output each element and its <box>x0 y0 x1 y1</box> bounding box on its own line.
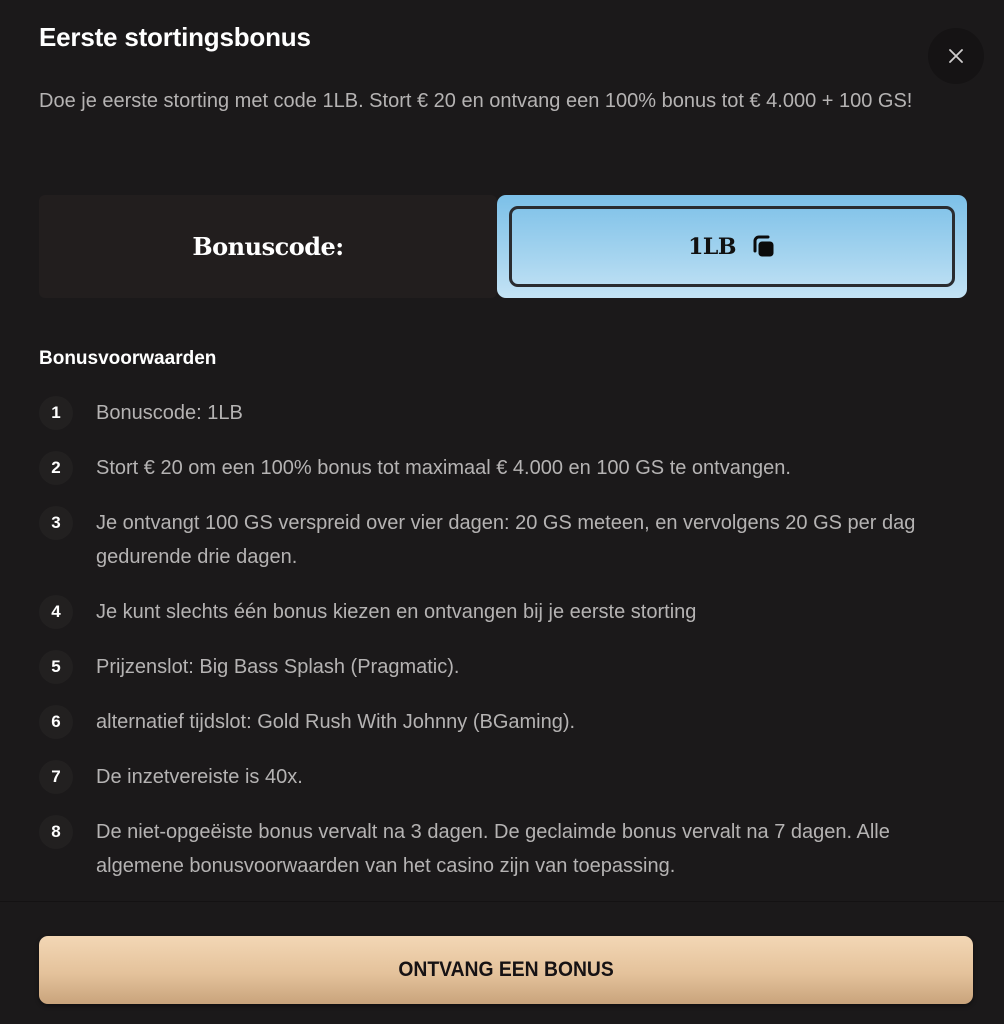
term-text: Je kunt slechts één bonus kiezen en ontvangen bij je eerste storting <box>96 601 697 623</box>
close-icon <box>949 49 963 63</box>
terms-list-item <box>39 705 969 739</box>
bonus-code-value-box <box>497 195 967 298</box>
copy-icon <box>750 234 776 260</box>
term-number-badge: 5 <box>39 650 73 684</box>
term-text: alternatief tijdslot: Gold Rush With Johnny (BGaming). <box>96 711 576 733</box>
terms-list-item <box>39 451 969 485</box>
term-number-badge: 8 <box>39 815 73 849</box>
modal-subtitle: Doe je eerste storting met code 1LB. Stort € 20 en ontvang een 100% bonus tot € 4.000 + 100 GS! <box>39 90 913 112</box>
term-text: Je ontvangt 100 GS verspreid over vier dagen: 20 GS meteen, en vervolgens 20 GS per dag gedurende drie dagen. <box>96 512 916 568</box>
terms-list-item <box>39 595 969 629</box>
term-number-badge: 6 <box>39 705 73 739</box>
footer-divider <box>0 901 1004 902</box>
terms-list <box>39 396 969 904</box>
term-text: Bonuscode: 1LB <box>96 402 243 424</box>
terms-title: Bonusvoorwaarden <box>39 348 217 369</box>
term-text: De niet-opgeëiste bonus vervalt na 3 dagen. De geclaimde bonus vervalt na 7 dagen. Alle algemene bonusvoorwaarden van het casino zijn van toepassing. <box>96 821 890 877</box>
terms-list-item <box>39 760 969 794</box>
bonus-code-row <box>39 195 967 298</box>
receive-bonus-label: ONTVANG EEN BONUS <box>398 958 614 981</box>
term-text: Stort € 20 om een 100% bonus tot maximaal € 4.000 en 100 GS te ontvangen. <box>96 457 791 479</box>
term-number-badge: 7 <box>39 760 73 794</box>
terms-list-item <box>39 815 969 883</box>
copy-code-button[interactable] <box>509 206 955 287</box>
term-number-badge: 1 <box>39 396 73 430</box>
bonus-code-label-box <box>39 195 497 298</box>
modal-title: Eerste stortingsbonus <box>39 22 311 52</box>
terms-list-item <box>39 650 969 684</box>
term-number-badge: 4 <box>39 595 73 629</box>
terms-list-item <box>39 506 969 574</box>
receive-bonus-button[interactable] <box>39 936 973 1004</box>
close-button[interactable] <box>928 28 984 84</box>
term-text: De inzetvereiste is 40x. <box>96 766 303 788</box>
bonus-code-value: 1LB <box>688 233 736 260</box>
term-text: Prijzenslot: Big Bass Splash (Pragmatic). <box>96 656 460 678</box>
terms-list-item <box>39 396 969 430</box>
term-number-badge: 2 <box>39 451 73 485</box>
bonus-code-label: Bonuscode: <box>192 232 344 261</box>
term-number-badge: 3 <box>39 506 73 540</box>
